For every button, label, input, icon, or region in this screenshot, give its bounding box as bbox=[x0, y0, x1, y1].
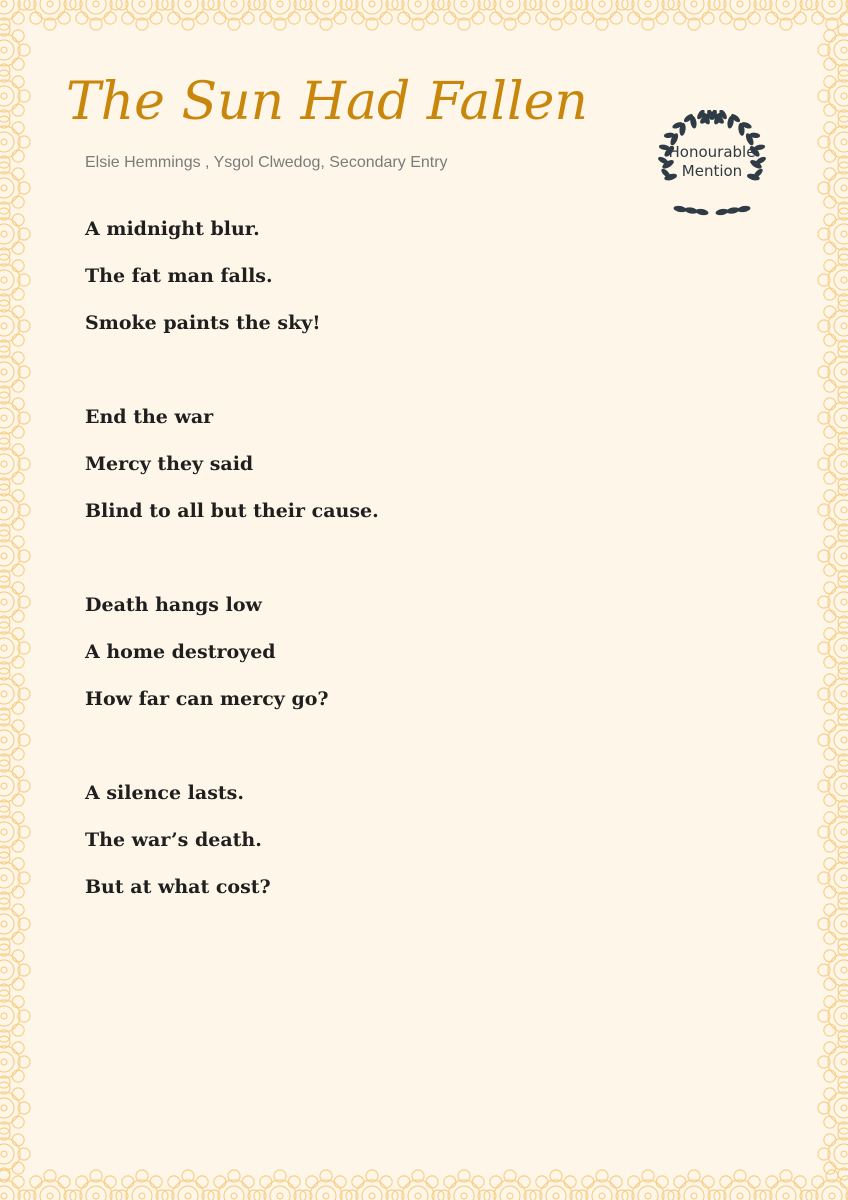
poem-line: Smoke paints the sky! bbox=[85, 312, 321, 334]
author-byline: Elsie Hemmings , Ysgol Clwedog, Secondary Entry bbox=[85, 154, 448, 171]
poem-line: Mercy they said bbox=[85, 453, 254, 475]
stanza-2 bbox=[85, 401, 379, 542]
poem-line: The war’s death. bbox=[85, 829, 262, 851]
stanza-3 bbox=[85, 589, 379, 730]
poem-line: A midnight blur. bbox=[85, 218, 260, 240]
stanza-1 bbox=[85, 213, 379, 354]
poem-line: End the war bbox=[85, 406, 214, 428]
poem-line: A silence lasts. bbox=[85, 782, 244, 804]
poem-title: The Sun Had Fallen bbox=[66, 72, 588, 132]
poem-body bbox=[85, 213, 379, 965]
poem-line: The fat man falls. bbox=[85, 265, 273, 287]
poem-line: Blind to all but their cause. bbox=[85, 500, 379, 522]
badge-line-1: Honourable bbox=[668, 143, 756, 161]
poem-line: But at what cost? bbox=[85, 876, 271, 898]
stanza-4 bbox=[85, 777, 379, 918]
poem-line: How far can mercy go? bbox=[85, 688, 329, 710]
poem-line: Death hangs low bbox=[85, 594, 262, 616]
honourable-mention-badge bbox=[646, 110, 778, 222]
badge-line-2: Mention bbox=[681, 162, 743, 180]
poem-line: A home destroyed bbox=[85, 641, 276, 663]
